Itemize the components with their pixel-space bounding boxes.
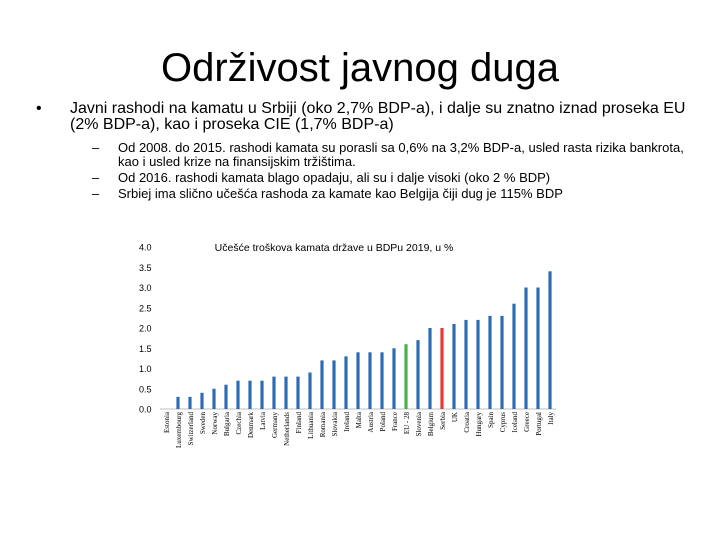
bar-luxembourg xyxy=(176,397,179,409)
x-tick-label: France xyxy=(391,412,399,432)
bar-latvia xyxy=(260,381,263,409)
x-tick-label: Sweden xyxy=(199,412,207,435)
bar-sweden xyxy=(200,393,203,409)
x-tick-label: Finland xyxy=(295,412,303,434)
x-tick-label: Lithuania xyxy=(307,412,315,439)
x-tick-label: Iceland xyxy=(511,412,519,433)
bar-czechia xyxy=(236,381,239,409)
x-tick-label: Malta xyxy=(355,412,363,429)
bar-switzerland xyxy=(188,397,191,409)
bar-spain xyxy=(488,316,491,409)
x-tick-label: Italy xyxy=(547,412,555,425)
sub-bullet-text: Od 2008. do 2015. rashodi kamata su porasli sa 0,6% na 3,2% BDP-a, usled rasta rizika bankrota, kao i usled krize na finansijskim tržištima. xyxy=(118,140,684,169)
y-tick-label: 1.0 xyxy=(139,364,152,374)
bar-croatia xyxy=(464,320,467,409)
x-tick-label: Poland xyxy=(379,412,387,432)
x-tick-label: Latvia xyxy=(259,412,267,430)
sub-bullet-text: Od 2016. rashodi kamata blago opadaju, ali su i dalje visoki (oko 2 % BDP) xyxy=(118,170,551,185)
x-tick-label: Bulgaria xyxy=(223,412,231,437)
bar-portugal xyxy=(536,288,539,410)
x-axis-labels xyxy=(163,411,555,448)
bar-serbia xyxy=(440,328,443,409)
x-tick-label: Estonia xyxy=(163,412,171,433)
sub-bullet-marker: – xyxy=(92,140,100,155)
y-tick-label: 0.5 xyxy=(139,384,152,395)
y-tick-label: 2.0 xyxy=(139,323,152,334)
x-tick-label: Denmark xyxy=(247,412,255,439)
x-tick-label: Czechia xyxy=(235,412,243,435)
bar-norway xyxy=(212,389,215,409)
slide-title: Održivost javnog duga xyxy=(160,46,559,90)
bar-romania xyxy=(320,360,323,409)
bar-slovakia xyxy=(332,360,335,409)
main-bullet-text: Javni rashodi na kamatu u Srbiji (oko 2,7% BDP-a), i dalje su znatno iznad proseka EU (2% BDP-a), kao i proseka CIE (1,7% BDP-a) xyxy=(70,100,686,133)
x-tick-label: Netherlands xyxy=(283,412,291,446)
x-tick-label: Serbia xyxy=(439,412,447,430)
y-tick-label: 3.5 xyxy=(139,262,152,273)
y-tick-label: 2.5 xyxy=(139,303,152,314)
x-tick-label: Spain xyxy=(487,412,495,428)
chart-title: Učešće troškova kamata države u BDPu 2019, u % xyxy=(214,242,454,254)
x-tick-label: Slovenia xyxy=(415,412,423,437)
x-tick-label: UK xyxy=(451,412,459,423)
x-tick-label: Ireland xyxy=(343,412,351,432)
bar-cyprus xyxy=(500,316,503,409)
x-tick-label: Slovakia xyxy=(331,412,339,437)
bar-greece xyxy=(524,288,527,410)
x-tick-label: Luxembourg xyxy=(175,412,183,449)
bar-eu-28 xyxy=(404,344,407,409)
bar-hungary xyxy=(476,320,479,409)
bar-belgium xyxy=(428,328,431,409)
bar-iceland xyxy=(512,304,515,409)
bar-austria xyxy=(368,352,371,409)
sub-bullet-text: Srbiej ima slično učešća rashoda za kamate kao Belgija čiji dug je 115% BDP xyxy=(118,186,563,201)
x-tick-label: Germany xyxy=(271,412,279,439)
y-tick-label: 0.0 xyxy=(139,404,152,415)
bullet-marker: • xyxy=(36,100,42,117)
bar-malta xyxy=(356,352,359,409)
bar-netherlands xyxy=(284,377,287,409)
x-tick-label: Cyprus xyxy=(499,412,507,433)
sub-bullet-marker: – xyxy=(92,186,100,201)
bar-italy xyxy=(548,271,551,409)
bar-finland xyxy=(296,377,299,409)
bar-slovenia xyxy=(416,340,419,409)
y-tick-label: 1.5 xyxy=(139,343,152,354)
x-tick-label: EU - 28 xyxy=(403,412,411,435)
bar-uk xyxy=(452,324,455,409)
y-tick-label: 3.0 xyxy=(139,283,152,293)
x-tick-label: Hungary xyxy=(475,412,483,437)
bar-bulgaria xyxy=(224,385,227,409)
bar-ireland xyxy=(344,356,347,409)
x-tick-label: Norway xyxy=(211,412,219,435)
x-tick-label: Switzerland xyxy=(187,412,195,446)
bar-lithuania xyxy=(308,373,311,409)
x-tick-label: Romania xyxy=(319,412,327,438)
bar-poland xyxy=(380,352,383,409)
sub-bullet-marker: – xyxy=(92,170,100,185)
x-tick-label: Greece xyxy=(523,412,531,432)
x-tick-label: Portugal xyxy=(535,412,543,436)
bar-denmark xyxy=(248,381,251,409)
bar-germany xyxy=(272,377,275,409)
x-tick-label: Belgium xyxy=(427,412,435,437)
x-tick-label: Austria xyxy=(367,412,375,433)
x-tick-label: Croatia xyxy=(463,412,471,433)
bar-france xyxy=(392,348,395,409)
bars-group xyxy=(176,271,551,409)
y-tick-label: 4.0 xyxy=(139,242,152,253)
